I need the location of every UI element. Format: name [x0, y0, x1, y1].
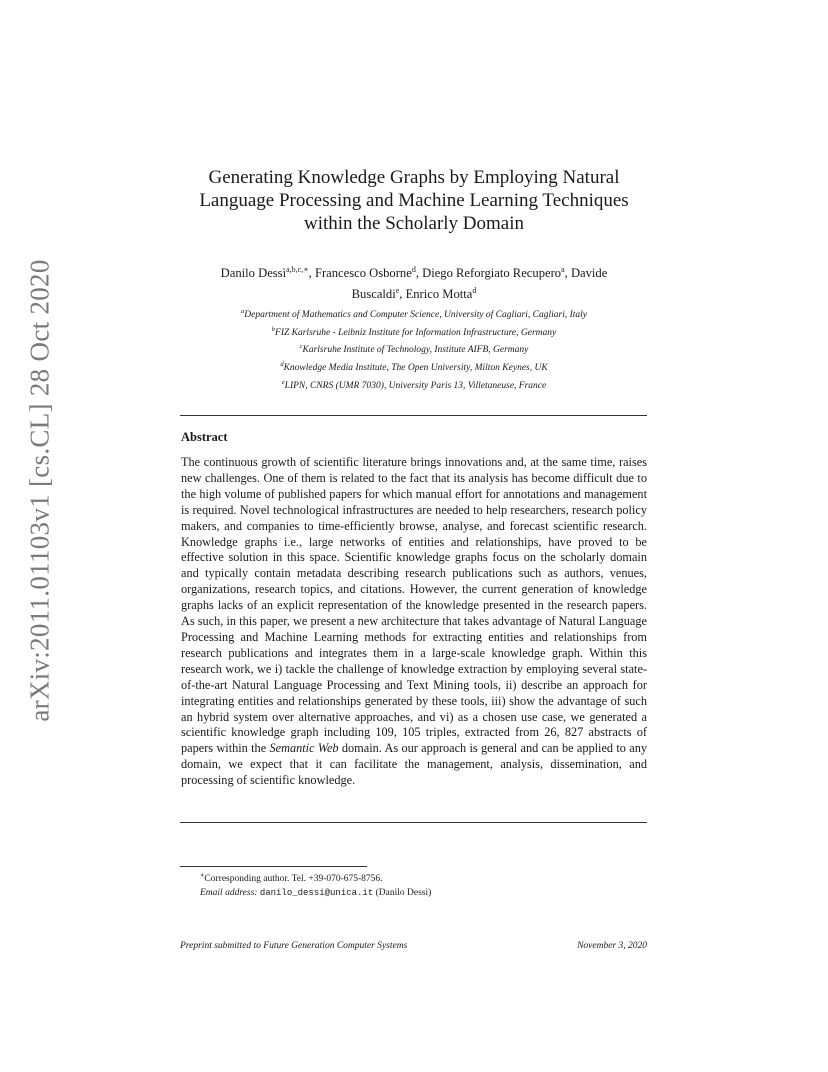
arxiv-identifier-text: arXiv:2011.01103v1 [cs.CL] 28 Oct 2020 — [24, 258, 55, 722]
arxiv-side-identifier — [14, 258, 66, 722]
author-affil-mark: d — [472, 286, 477, 296]
email-owner: (Danilo Dessì) — [375, 888, 432, 899]
abstract-heading: Abstract — [181, 430, 228, 444]
title-line-3: within the Scholarly Domain — [303, 213, 525, 234]
author-affil-mark: e — [395, 286, 400, 296]
affiliation-text: FIZ Karlsruhe - Leibniz Institute for Information Infrastructure, Germany — [275, 327, 557, 338]
abstract-bottom-rule — [180, 822, 647, 823]
affiliation-item — [180, 358, 648, 376]
title-line-1: Generating Knowledge Graphs by Employing Natural — [208, 167, 620, 188]
abstract-text-part-1: The continuous growth of scientific literature brings innovations and, at the same time, raises new challenges. One of them is related to the fact that its analysis has become difficult due to the high volume of published papers for which manual effort for annotations and management is required. Novel technological infrastructures are needed to help researchers, research policy makers, and companies to time-efficiently browse, analyse, and forecast scientific research. Knowledge graphs i.e., large networks of entities and relationships, have proved to be effective solution in this space. Scientific knowledge graphs focus on the scholarly domain and typically contain metadata describing research publications such as authors, venues, organizations, research topics, and citations. However, the current generation of knowledge graphs lacks of an explicit representation of the knowledge presented in the research papers. As such, in this paper, we present a new architecture that takes advantage of Natural Language Processing and Machine Learning methods for extracting entities and relationships from research publications and integrates them in a large-scale knowledge graph. Within this research work, we i) tackle the challenge of knowledge extraction by employing several state-of-the-art Natural Language Processing and Text Mining tools, ii) describe an approach for integrating entities and relationships generated by these tools, iii) show the advantage of such an hybrid system over alternative approaches, and vi) as a chosen use case, we generated a scientific knowledge graph including 109, 105 triples, extracted from 26, 827 abstracts of papers within the — [181, 455, 647, 756]
author-name: Buscaldi — [351, 287, 396, 302]
email-label: Email address: — [200, 888, 258, 899]
affiliation-text: Karlsruhe Institute of Technology, Institute AIFB, Germany — [302, 345, 529, 356]
author-name: Davide — [570, 266, 608, 281]
affiliation-text: Knowledge Media Institute, The Open University, Milton Keynes, UK — [283, 363, 548, 374]
author-affil-mark: d — [411, 265, 416, 274]
affiliation-text: Department of Mathematics and Computer Science, University of Cagliari, Cagliari, Italy — [244, 310, 587, 321]
affiliation-mark: a — [241, 308, 245, 315]
footnote-mark: ∗ — [200, 872, 205, 879]
author-list — [180, 261, 648, 303]
submission-date: November 3, 2020 — [577, 941, 647, 951]
affiliation-item — [180, 305, 648, 323]
email-address[interactable]: danilo_dessi@unica.it — [259, 888, 374, 899]
affiliation-item — [180, 376, 648, 394]
author-name: Francesco Osborne — [314, 266, 412, 281]
abstract-body — [181, 455, 647, 789]
affiliation-mark: b — [271, 325, 276, 333]
paper-title — [160, 166, 668, 235]
title-line-2: Language Processing and Machine Learning Techniques — [199, 190, 629, 211]
footnote-rule — [180, 866, 367, 867]
abstract-top-rule — [180, 415, 647, 416]
footnote-email — [200, 886, 431, 900]
affiliation-list — [180, 305, 648, 393]
abstract-text-part-2: domain. As our approach is general and can be applied to any domain, we expect that it can facilitate the management, analysis, dissemination, and processing of scientific knowledge. — [181, 741, 647, 788]
author-affil-mark: a — [561, 265, 565, 274]
affiliation-text: LIPN, CNRS (UMR 7030), University Paris 13, Villetaneuse, France — [284, 380, 547, 391]
affiliation-item — [180, 323, 648, 341]
affiliation-mark: d — [280, 360, 284, 368]
abstract-italic-term: Semantic Web — [269, 741, 339, 756]
footnote — [200, 869, 431, 900]
affiliation-mark: c — [299, 343, 303, 351]
footnote-corresponding-text: Corresponding author. Tel. +39-070-675-8756. — [204, 874, 383, 885]
author-line-1: Danilo Dessì$^{a,b,c,∗}$, Francesco Osborne$^d$, Diego Reforgiato Recupero$^a$, Davide — [220, 265, 608, 281]
footnote-corresponding — [200, 869, 431, 886]
affiliation-item — [180, 340, 648, 358]
author-line-2: Buscaldi$^e$, Enrico Motta$^d$ — [351, 286, 477, 302]
author-affil-mark: a,b,c,∗ — [286, 265, 309, 274]
affiliation-mark: e — [281, 378, 285, 386]
author-name: Enrico Motta — [405, 287, 473, 302]
preprint-note: Preprint submitted to Future Generation Computer Systems — [180, 941, 408, 951]
author-name: Diego Reforgiato Recupero — [422, 266, 562, 281]
author-name: Danilo Dessì — [220, 266, 287, 281]
